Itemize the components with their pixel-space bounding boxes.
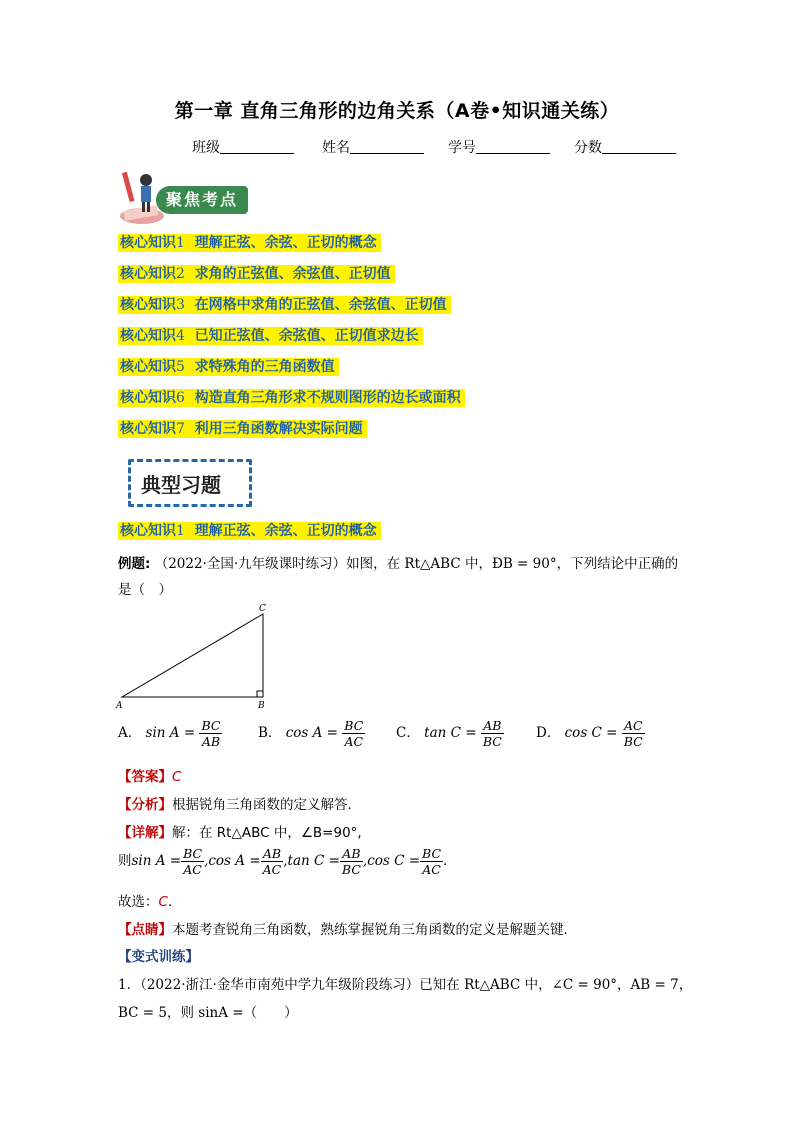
detail-line: 【详解】解：在 Rt△ABC 中，∠B=90°, xyxy=(118,825,362,841)
example-line-2: 是（ ） xyxy=(118,582,172,598)
right-triangle-figure xyxy=(112,600,282,712)
focus-points-label: 聚焦考点 xyxy=(156,186,248,214)
option-a[interactable]: A． sin A = $\frac{BC}{AB}$ xyxy=(118,718,221,749)
knowledge-item-3[interactable]: 核心知识3 在网格中求角的正弦值、余弦值、正切值 xyxy=(118,294,451,314)
vertex-b-label: B xyxy=(258,701,265,711)
vertex-a-label: A xyxy=(116,701,123,711)
knowledge-item-7[interactable]: 核心知识7 利用三角函数解决实际问题 xyxy=(118,418,367,438)
typical-exercises-title: 典型习题 xyxy=(141,473,221,497)
vertex-c-label: C xyxy=(259,604,266,614)
option-b[interactable]: B． cos A = $\frac{BC}{AC}$ xyxy=(258,718,364,749)
option-d[interactable]: D． cos C = $\frac{AC}{BC}$ xyxy=(536,718,643,749)
knowledge-item-1[interactable]: 核心知识1 理解正弦、余弦、正切的概念 xyxy=(118,232,381,252)
class-blank[interactable] xyxy=(220,139,294,154)
section-heading: 核心知识1 理解正弦、余弦、正切的概念 xyxy=(118,520,381,540)
focus-points-badge xyxy=(116,170,256,226)
exercise-1-line-1: 1．（2022·浙江·金华市南苑中学九年级阶段练习）已知在 Rt△ABC 中，∠C = 90°，AB = 7， xyxy=(118,977,693,993)
student-id-field[interactable]: 学号 xyxy=(448,137,550,157)
knowledge-item-5[interactable]: 核心知识5 求特殊角的三角函数值 xyxy=(118,356,339,376)
exercise-1-line-2: BC = 5，则 sinA =（ ） xyxy=(118,1005,298,1021)
choose-line: 故选：C． xyxy=(118,894,182,910)
example-line-1: 例题: （2022·全国·九年级课时练习）如图，在 Rt△ABC 中，ÐB = 90°，下列结论中正确的 xyxy=(118,556,679,572)
page-title: 第一章 直角三角形的边角关系（A卷•知识通关练） xyxy=(174,100,620,122)
name-blank[interactable] xyxy=(350,139,424,154)
analysis-line: 【分析】根据锐角三角函数的定义解答． xyxy=(118,797,361,813)
option-c[interactable]: C． tan C = $\frac{AB}{BC}$ xyxy=(396,718,502,749)
variant-training-label: 【变式训练】 xyxy=(118,949,199,965)
detail-formulas: 则sin A = $\frac{BC}{AC}$ ,cos A = $\frac{AB}{AC}$ ,tan C = $\frac{AB}{BC}$ ,cos C = $\frac{BC}{AC}$ ． xyxy=(118,846,457,877)
knowledge-item-4[interactable]: 核心知识4 已知正弦值、余弦值、正切值求边长 xyxy=(118,325,423,345)
name-field[interactable]: 姓名 xyxy=(322,137,424,157)
class-field[interactable]: 班级 xyxy=(192,137,294,157)
comment-line: 【点睛】本题考查锐角三角函数，熟练掌握锐角三角函数的定义是解题关键． xyxy=(118,922,577,938)
score-blank[interactable] xyxy=(602,139,676,154)
knowledge-item-6[interactable]: 核心知识6 构造直角三角形求不规则图形的边长或面积 xyxy=(118,387,465,407)
knowledge-item-2[interactable]: 核心知识2 求角的正弦值、余弦值、正切值 xyxy=(118,263,395,283)
typical-exercises-box xyxy=(128,459,252,507)
student-id-blank[interactable] xyxy=(476,139,550,154)
score-field[interactable]: 分数 xyxy=(574,137,676,157)
answer-line: 【答案】C xyxy=(118,769,182,785)
